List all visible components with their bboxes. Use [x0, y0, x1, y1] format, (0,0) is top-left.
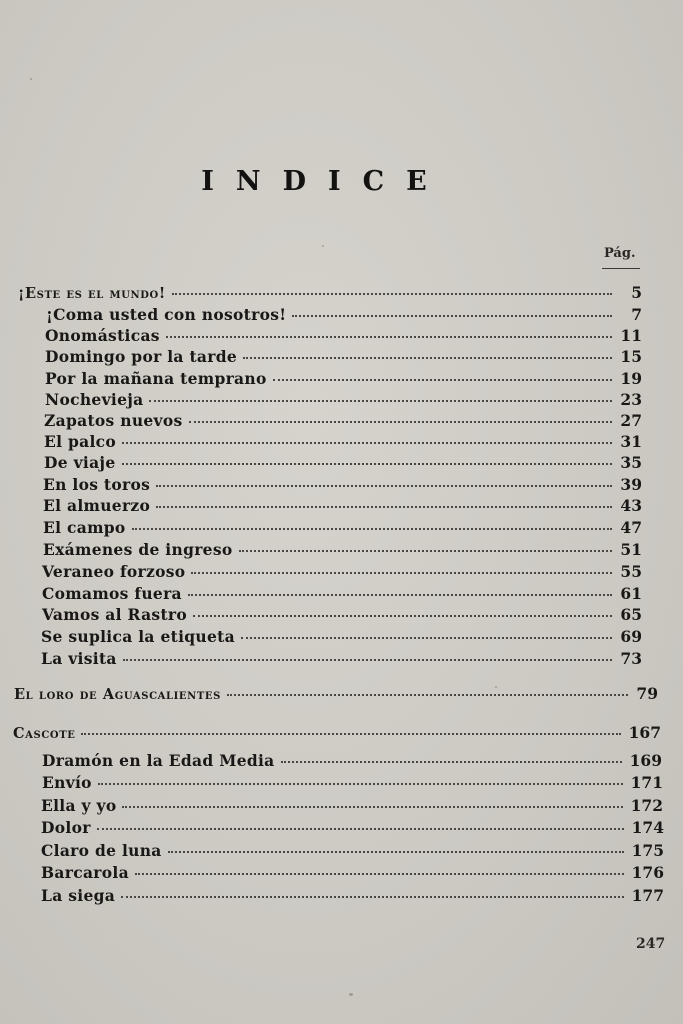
toc-entry-section [18, 283, 642, 305]
toc-entry [45, 369, 642, 391]
toc-entry-page: 19 [620, 369, 642, 388]
toc-entry-title: Vamos al Rastro [42, 605, 188, 624]
toc-entry-title: El palco [44, 432, 117, 451]
toc-entry-page: 172 [630, 796, 663, 815]
leader-dots [121, 896, 624, 898]
leader-dots [188, 594, 612, 596]
toc-entry-title: ¡Coma usted con nosotros! [46, 305, 287, 324]
toc-entry [42, 584, 642, 606]
toc-entry-title: Comamos fuera [42, 584, 182, 603]
toc-entry-title: Claro de luna [41, 841, 162, 860]
leader-dots [166, 336, 612, 338]
toc-entry-section [13, 723, 661, 745]
toc-entry-page: 65 [620, 605, 642, 624]
page-number: 247 [636, 936, 666, 952]
leader-dots [292, 315, 612, 317]
toc-entry-page: 171 [630, 773, 663, 792]
toc-entry-title: Barcarola [41, 863, 129, 882]
toc-entry-page: 169 [629, 751, 662, 770]
toc-entry-page: 177 [631, 886, 664, 905]
toc-entry [41, 841, 664, 863]
leader-dots [122, 463, 612, 465]
toc-entry-title: De viaje [44, 453, 116, 472]
toc-entry [43, 540, 642, 562]
toc-entry-page: 43 [620, 496, 642, 515]
toc-entry-page: 167 [628, 723, 661, 742]
leader-dots [239, 550, 613, 552]
toc-entry [45, 347, 642, 369]
toc-entry [43, 475, 642, 497]
toc-entry [41, 627, 642, 649]
paper-speck [30, 78, 32, 80]
leader-dots [98, 783, 623, 785]
paper-speck [349, 993, 353, 996]
leader-dots [243, 357, 612, 359]
toc-entry-page: 27 [620, 411, 642, 430]
toc-entry-title: Envío [42, 773, 92, 792]
toc-entry-page: 174 [631, 818, 664, 837]
toc-entry-title: La visita [41, 649, 117, 668]
toc-entry-page: 69 [620, 627, 642, 646]
toc-entry [41, 818, 664, 840]
toc-entry-title: Exámenes de ingreso [43, 540, 233, 559]
leader-dots [156, 506, 612, 508]
leader-dots [191, 572, 612, 574]
toc-entry-page: 51 [620, 540, 642, 559]
toc-entry-page: 79 [636, 684, 658, 703]
page-column-header: Pág. [604, 246, 636, 261]
leader-dots [135, 873, 624, 875]
leader-dots [241, 637, 612, 639]
toc-entry-title: Ella y yo [41, 796, 117, 815]
toc-entry-title: Veraneo forzoso [42, 562, 186, 581]
toc-entry [44, 453, 642, 475]
toc-entry-page: 55 [620, 562, 642, 581]
toc-entry [44, 411, 642, 433]
toc-entry-page: 61 [620, 584, 642, 603]
toc-entry-title: Por la mañana temprano [45, 369, 267, 388]
leader-dots [273, 379, 612, 381]
header-rule [602, 268, 640, 269]
leader-dots [132, 528, 612, 530]
toc-entry-title: El campo [43, 518, 126, 537]
toc-entry-title: Dramón en la Edad Media [42, 751, 275, 770]
toc-entry [41, 796, 663, 818]
leader-dots [122, 806, 622, 808]
toc-entry-title: El loro de Aguascalientes [14, 686, 221, 703]
toc-entry-title: La siega [41, 886, 116, 905]
toc-entry-page: 7 [631, 305, 642, 324]
toc-entry [43, 518, 642, 540]
page-title: INDICE [201, 166, 449, 197]
toc-entry-page: 5 [631, 283, 642, 302]
leader-dots [123, 659, 612, 661]
leader-dots [149, 400, 612, 402]
toc-entry [42, 751, 662, 773]
toc-entry [41, 863, 664, 885]
toc-entry-title: Domingo por la tarde [45, 347, 238, 366]
leader-dots [168, 851, 624, 853]
toc-entry-page: 31 [620, 432, 642, 451]
toc-entry-page: 11 [620, 326, 642, 345]
leader-dots [172, 293, 612, 295]
toc-entry-page: 73 [620, 649, 642, 668]
paper-speck [495, 686, 497, 688]
leader-dots [81, 733, 620, 735]
leader-dots [122, 442, 612, 444]
toc-entry-page: 23 [620, 390, 642, 409]
toc-entry-title: El almuerzo [43, 496, 151, 515]
toc-entry [42, 773, 663, 795]
toc-entry [44, 432, 642, 454]
toc-entry-title: Dolor [41, 818, 91, 837]
toc-entry-title: Se suplica la etiqueta [41, 627, 235, 646]
toc-entry-page: 176 [631, 863, 664, 882]
toc-entry [42, 605, 642, 627]
toc-entry-title: Zapatos nuevos [44, 411, 183, 430]
toc-entry-title: ¡Este es el mundo! [18, 285, 166, 302]
toc-entry-section [14, 684, 658, 706]
leader-dots [281, 761, 622, 763]
toc-entry-title: En los toros [43, 475, 151, 494]
toc-entry [41, 649, 642, 671]
leader-dots [156, 485, 612, 487]
leader-dots [189, 421, 612, 423]
toc-entry [45, 326, 642, 348]
toc-entry-page: 47 [620, 518, 642, 537]
toc-entry [41, 886, 664, 908]
toc-entry-title: Onomásticas [45, 326, 160, 345]
toc-entry [46, 305, 642, 327]
paper-speck [322, 245, 324, 247]
toc-entry-title: Cascote [13, 725, 76, 742]
toc-entry [43, 496, 642, 518]
toc-entry-title: Nochevieja [45, 390, 144, 409]
toc-entry [42, 562, 642, 584]
toc-entry-page: 35 [620, 453, 642, 472]
leader-dots [227, 694, 628, 696]
toc-entry-page: 39 [620, 475, 642, 494]
leader-dots [193, 615, 612, 617]
leader-dots [97, 828, 624, 830]
toc-entry-page: 15 [620, 347, 642, 366]
toc-entry-page: 175 [631, 841, 664, 860]
toc-entry [45, 390, 642, 412]
